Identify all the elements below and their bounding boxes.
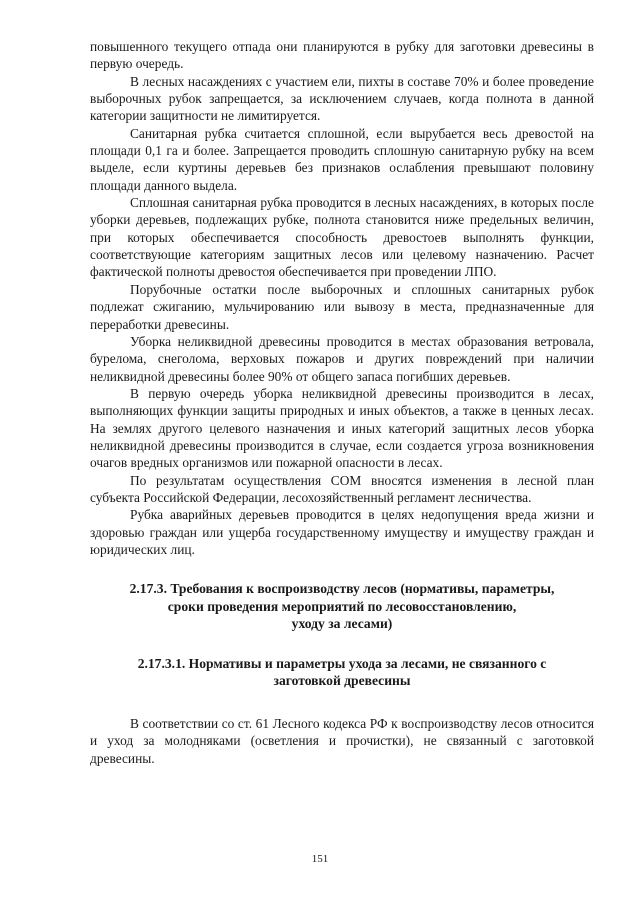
paragraph-hazard-trees: Рубка аварийных деревьев проводится в целях недопущения вреда жизни и здоровью граждан или ущерба государственному имуществу и имуществу граждан и юридических лиц. [90,507,594,557]
paragraph-som-results: По результатам осуществления СОМ вносятся изменения в лесной план субъекта Российской Федерации, лесохозяйственный регламент лесничества. [90,472,594,505]
heading-line: 2.17.3.1. Нормативы и параметры ухода за лесами, не связанного с [137,655,547,671]
heading-line: сроки проведения мероприятий по лесовосстановлению, [167,598,517,614]
paragraph-continuation: повышенного текущего отпада они планируются в рубку для заготовки древесины в первую очередь. [90,39,594,72]
paragraph-clearcut-density: Сплошная санитарная рубка проводится в лесных насаждениях, в которых после уборки деревьев, подлежащих рубке, полнота становится ниже предельных величин, при которых обеспечивается способность древостоев выполнять функции, соответствующие категориям защитных лесов или целевому назначению. Расчет фактической полноты древостоя обеспечивается при проведении ЛПО. [90,195,594,280]
body-text-top [90,38,594,558]
document-page [90,38,594,767]
paragraph-article-61: В соответствии со ст. 61 Лесного кодекса РФ к воспроизводству лесов относится и уход за молодняками (осветления и прочистки), не связанный с заготовкой древесины. [90,715,594,766]
paragraph-slash-residues: Порубочные остатки после выборочных и сплошных санитарных рубок подлежат сжиганию, мульчированию или вывозу в места, предназначенные для переработки древесины. [90,281,594,332]
heading-line: уходу за лесами) [291,616,393,632]
section-heading-2-17-3 [90,580,594,633]
section-heading-2-17-3-1 [90,655,594,690]
page-number: 151 [311,853,329,865]
paragraph-sanitary-clearcut: Санитарная рубка считается сплошной, если вырубается весь древостой на площади 0,1 га и более. Запрещается проводить сплошную санитарную рубку на всем выделе, если куртины деревьев без признаков ослабления превышают половину площади данного выдела. [90,125,594,193]
paragraph-priority-removal: В первую очередь уборка неликвидной древесины производится в лесах, выполняющих функции защиты природных и иных объектов, а также в ценных лесах. На землях другого целевого назначения и иных категорий защитных лесов уборка неликвидной древесины производится в случае, если создается угроза возникновения очагов вредных организмов или пожарной опасности в лесах. [90,385,594,471]
heading-line: 2.17.3. Требования к воспроизводству лесов (нормативы, параметры, [129,581,555,597]
heading-line: заготовкой древесины [273,673,411,689]
paragraph-nonmerchantable-removal: Уборка неликвидной древесины проводится в местах образования ветровала, бурелома, снеголома, верховых пожаров и других повреждений при наличии неликвидной древесины более 90% от общего запаса погибших деревьев. [90,333,594,384]
paragraph-spruce-fir: В лесных насаждениях с участием ели, пихты в составе 70% и более проведение выборочных рубок запрещается, за исключением случаев, когда полнота в данной категории защитности не лимитируется. [90,73,594,124]
